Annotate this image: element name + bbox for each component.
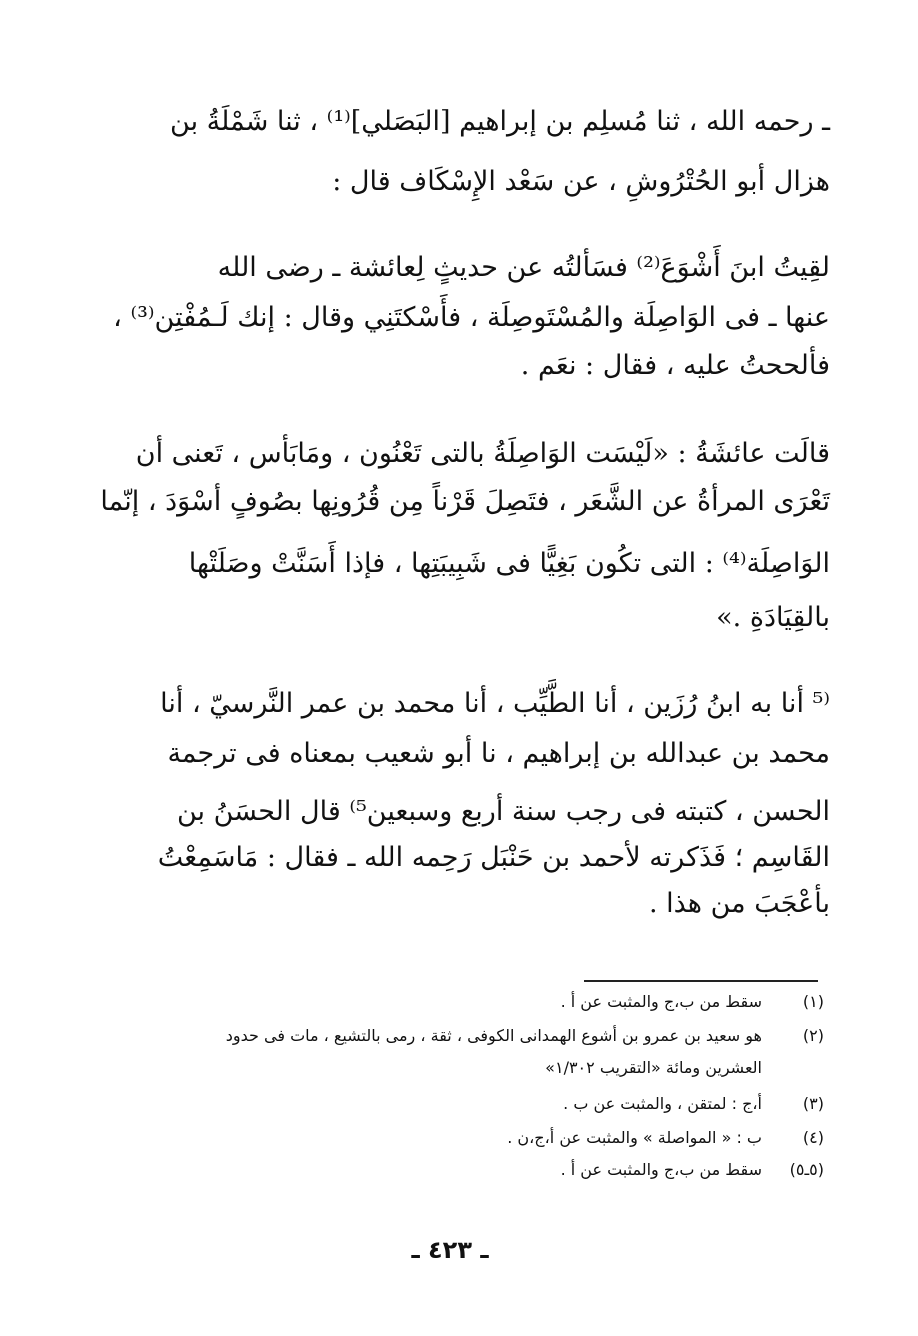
text-line: الوَاصِلَة⁽⁴⁾ : التى تكُون بَغِيًّا فى شَبِيبَتِها ، فإذا أَسَنَّتْ وصَلَتْها — [188, 548, 830, 579]
text-line: فألححتُ عليه ، فقال : نعَم . — [520, 350, 830, 381]
text-line: ـ رحمه الله ، ثنا مُسلِم بن إبراهيم [البَصَلي]⁽¹⁾ ، ثنا شَمْلَةُ بن — [170, 106, 830, 137]
text-line: ⁽⁵ أنا به ابنُ رُزَين ، أنا الطَّيِّب ، أنا محمد بن عمر النَّرسيّ ، أنا — [160, 688, 830, 719]
text-line: بالقِيَادَةِ .» — [716, 602, 830, 633]
page-number: ـ ٤٢٣ ـ — [411, 1236, 489, 1264]
text-line: الحسن ، كتبته فى رجب سنة أربع وسبعين⁵⁾ قال الحسَنُ بن — [176, 796, 830, 827]
footnote-number: (٢) — [802, 1026, 824, 1045]
footnote — [84, 1156, 824, 1184]
text-line: عنها ـ فى الوَاصِلَة والمُسْتَوصِلَة ، فأَسْكتَنِي وقال : إنك لَـمُفْتِن⁽³⁾ ، — [113, 302, 830, 333]
footnote-text: أ،ج : لمتقن ، والمثبت عن ب . — [563, 1094, 762, 1113]
text-line: هزال أبو الحُتْرُوشِ ، عن سَعْد الإِسْكَاف قال : — [332, 166, 830, 197]
footnote-number: (١) — [802, 992, 824, 1011]
footnote-text: هو سعيد بن عمرو بن أشوع الهمدانى الكوفى ، ثقة ، رمى بالتشيع ، مات فى حدود — [225, 1026, 762, 1045]
footnote-continuation: العشرين ومائة «التقريب ١/٣٠٢» — [545, 1058, 762, 1077]
footnote-number: (٥ـ٥) — [789, 1160, 824, 1179]
footnote — [84, 1022, 824, 1050]
footnote — [84, 1124, 824, 1152]
text-line: لقِيتُ ابنَ أَشْوَعَ⁽²⁾ فسَألتُه عن حديثٍ لِعائشة ـ رضى الله — [217, 252, 830, 283]
text-line: القَاسِم ؛ فَذَكرته لأحمد بن حَنْبَل رَحِمه الله ـ فقال : مَاسَمِعْتُ — [157, 842, 830, 873]
text-line: محمد بن عبدالله بن إبراهيم ، نا أبو شعيب بمعناه فى ترجمة — [167, 738, 830, 769]
footnote-text: ب : « المواصلة » والمثبت عن أ،ج،ن . — [507, 1128, 762, 1147]
text-line: قالَت عائشَةُ : «لَيْسَت الوَاصِلَةُ بالتى تَعْنُون ، ومَابَأس ، تَعنى أن — [135, 438, 830, 469]
footnote-text: سقط من ب،ج والمثبت عن أ . — [560, 1160, 762, 1179]
footnote — [84, 988, 824, 1016]
footnote-number: (٤) — [802, 1128, 824, 1147]
footnote-text: سقط من ب،ج والمثبت عن أ . — [560, 992, 762, 1011]
text-line: تَعْرَى المرأةُ عن الشَّعَر ، فتَصِلَ قَرْناً مِن قُرُونِها بصُوفٍ أسْوَدَ ، إنّما — [100, 486, 830, 517]
footnote-divider — [584, 980, 818, 982]
text-line: بأعْجَبَ من هذا . — [648, 888, 830, 919]
footnote-number: (٣) — [802, 1094, 824, 1113]
footnote — [84, 1090, 824, 1118]
